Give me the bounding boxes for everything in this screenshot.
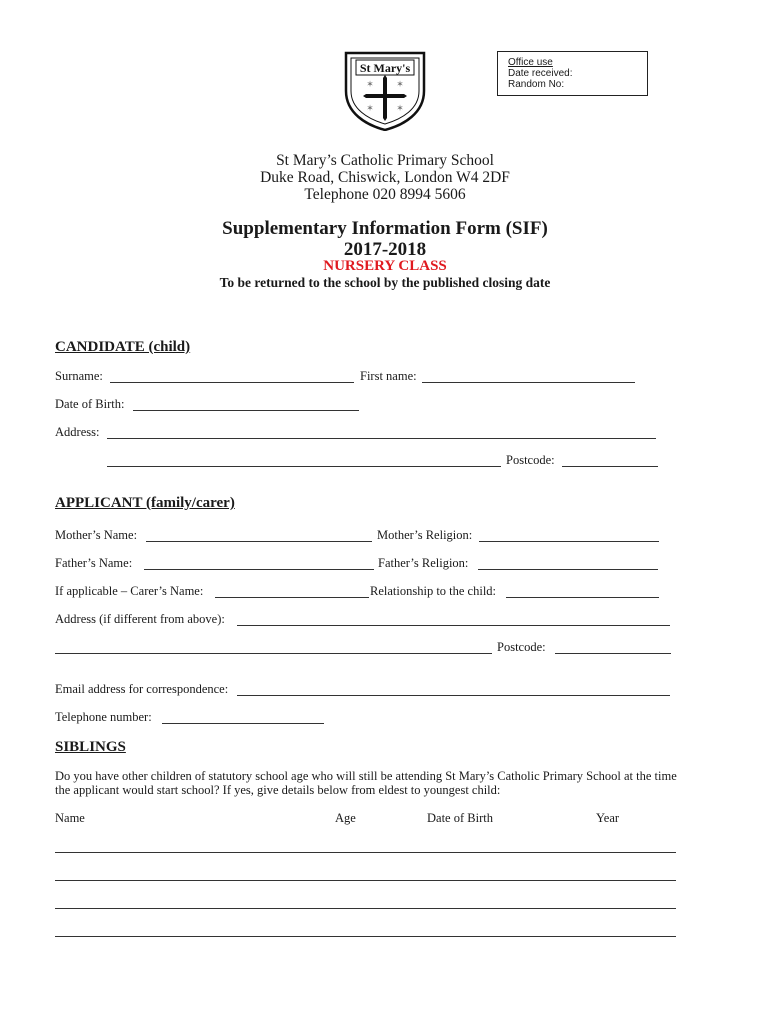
office-use-box — [497, 51, 648, 96]
school-telephone: Telephone 020 8994 5606 — [304, 186, 466, 203]
siblings-question-line1: Do you have other children of statutory school age who will still be attending St Mary’s Catholic Primary School at the time — [55, 769, 677, 783]
candidate-postcode-label: Postcode: — [506, 453, 555, 467]
applicant-address-label: Address (if different from above): — [55, 612, 225, 626]
dob-label: Date of Birth: — [55, 397, 125, 411]
relationship-field[interactable] — [506, 597, 659, 598]
date-received-label: Date received: — [508, 68, 573, 79]
candidate-address-field[interactable] — [107, 438, 656, 439]
sibling-row-2[interactable] — [55, 880, 676, 881]
sibling-row-3[interactable] — [55, 908, 676, 909]
random-no-label: Random No: — [508, 79, 565, 90]
applicant-postcode-field[interactable] — [555, 653, 671, 654]
column-name: Name — [55, 811, 85, 825]
applicant-heading: APPLICANT (family/carer) — [55, 495, 235, 511]
fathers-name-field[interactable] — [144, 569, 374, 570]
first-name-label: First name: — [360, 369, 417, 383]
svg-text:✶: ✶ — [366, 103, 374, 113]
telephone-label: Telephone number: — [55, 710, 152, 724]
applicant-address-field-2[interactable] — [55, 653, 492, 654]
fathers-religion-label: Father’s Religion: — [378, 556, 469, 570]
email-field[interactable] — [237, 695, 670, 696]
applicant-postcode-label: Postcode: — [497, 640, 546, 654]
candidate-postcode-field[interactable] — [562, 466, 658, 467]
svg-text:St Mary's: St Mary's — [359, 61, 411, 75]
siblings-heading: SIBLINGS — [55, 739, 126, 755]
candidate-heading: CANDIDATE (child) — [55, 339, 191, 355]
relationship-label: Relationship to the child: — [370, 584, 497, 598]
mothers-name-field[interactable] — [146, 541, 372, 542]
office-use-title: Office use — [508, 57, 553, 68]
surname-field[interactable] — [110, 382, 354, 383]
school-crest-logo — [344, 51, 426, 131]
svg-text:✶: ✶ — [396, 79, 404, 89]
school-name: St Mary’s Catholic Primary School — [276, 152, 494, 169]
sibling-row-1[interactable] — [55, 852, 676, 853]
form-year: 2017-2018 — [343, 239, 427, 260]
carers-name-label: If applicable – Carer’s Name: — [55, 584, 204, 598]
svg-text:✶: ✶ — [396, 103, 404, 113]
carers-name-field[interactable] — [215, 597, 369, 598]
first-name-field[interactable] — [422, 382, 635, 383]
column-age: Age — [335, 811, 356, 825]
mothers-religion-label: Mother’s Religion: — [377, 528, 473, 542]
siblings-question-line2: the applicant would start school? If yes, give details below from eldest to youngest child: — [55, 783, 501, 797]
sibling-row-4[interactable] — [55, 936, 676, 937]
surname-label: Surname: — [55, 369, 103, 383]
form-title: Supplementary Information Form (SIF) — [222, 218, 548, 239]
mothers-religion-field[interactable] — [479, 541, 659, 542]
svg-text:✶: ✶ — [366, 79, 374, 89]
school-address: Duke Road, Chiswick, London W4 2DF — [260, 169, 510, 186]
fathers-religion-field[interactable] — [478, 569, 658, 570]
column-date-of-birth: Date of Birth — [427, 811, 493, 825]
applicant-address-field[interactable] — [237, 625, 670, 626]
candidate-address-label: Address: — [55, 425, 100, 439]
column-year: Year — [596, 811, 620, 825]
fathers-name-label: Father’s Name: — [55, 556, 133, 570]
telephone-field[interactable] — [162, 723, 324, 724]
candidate-address-field-2[interactable] — [107, 466, 501, 467]
nursery-class-label: NURSERY CLASS — [323, 258, 447, 274]
dob-field[interactable] — [133, 410, 359, 411]
return-instruction: To be returned to the school by the published closing date — [219, 275, 551, 290]
email-label: Email address for correspondence: — [55, 682, 229, 696]
mothers-name-label: Mother’s Name: — [55, 528, 138, 542]
